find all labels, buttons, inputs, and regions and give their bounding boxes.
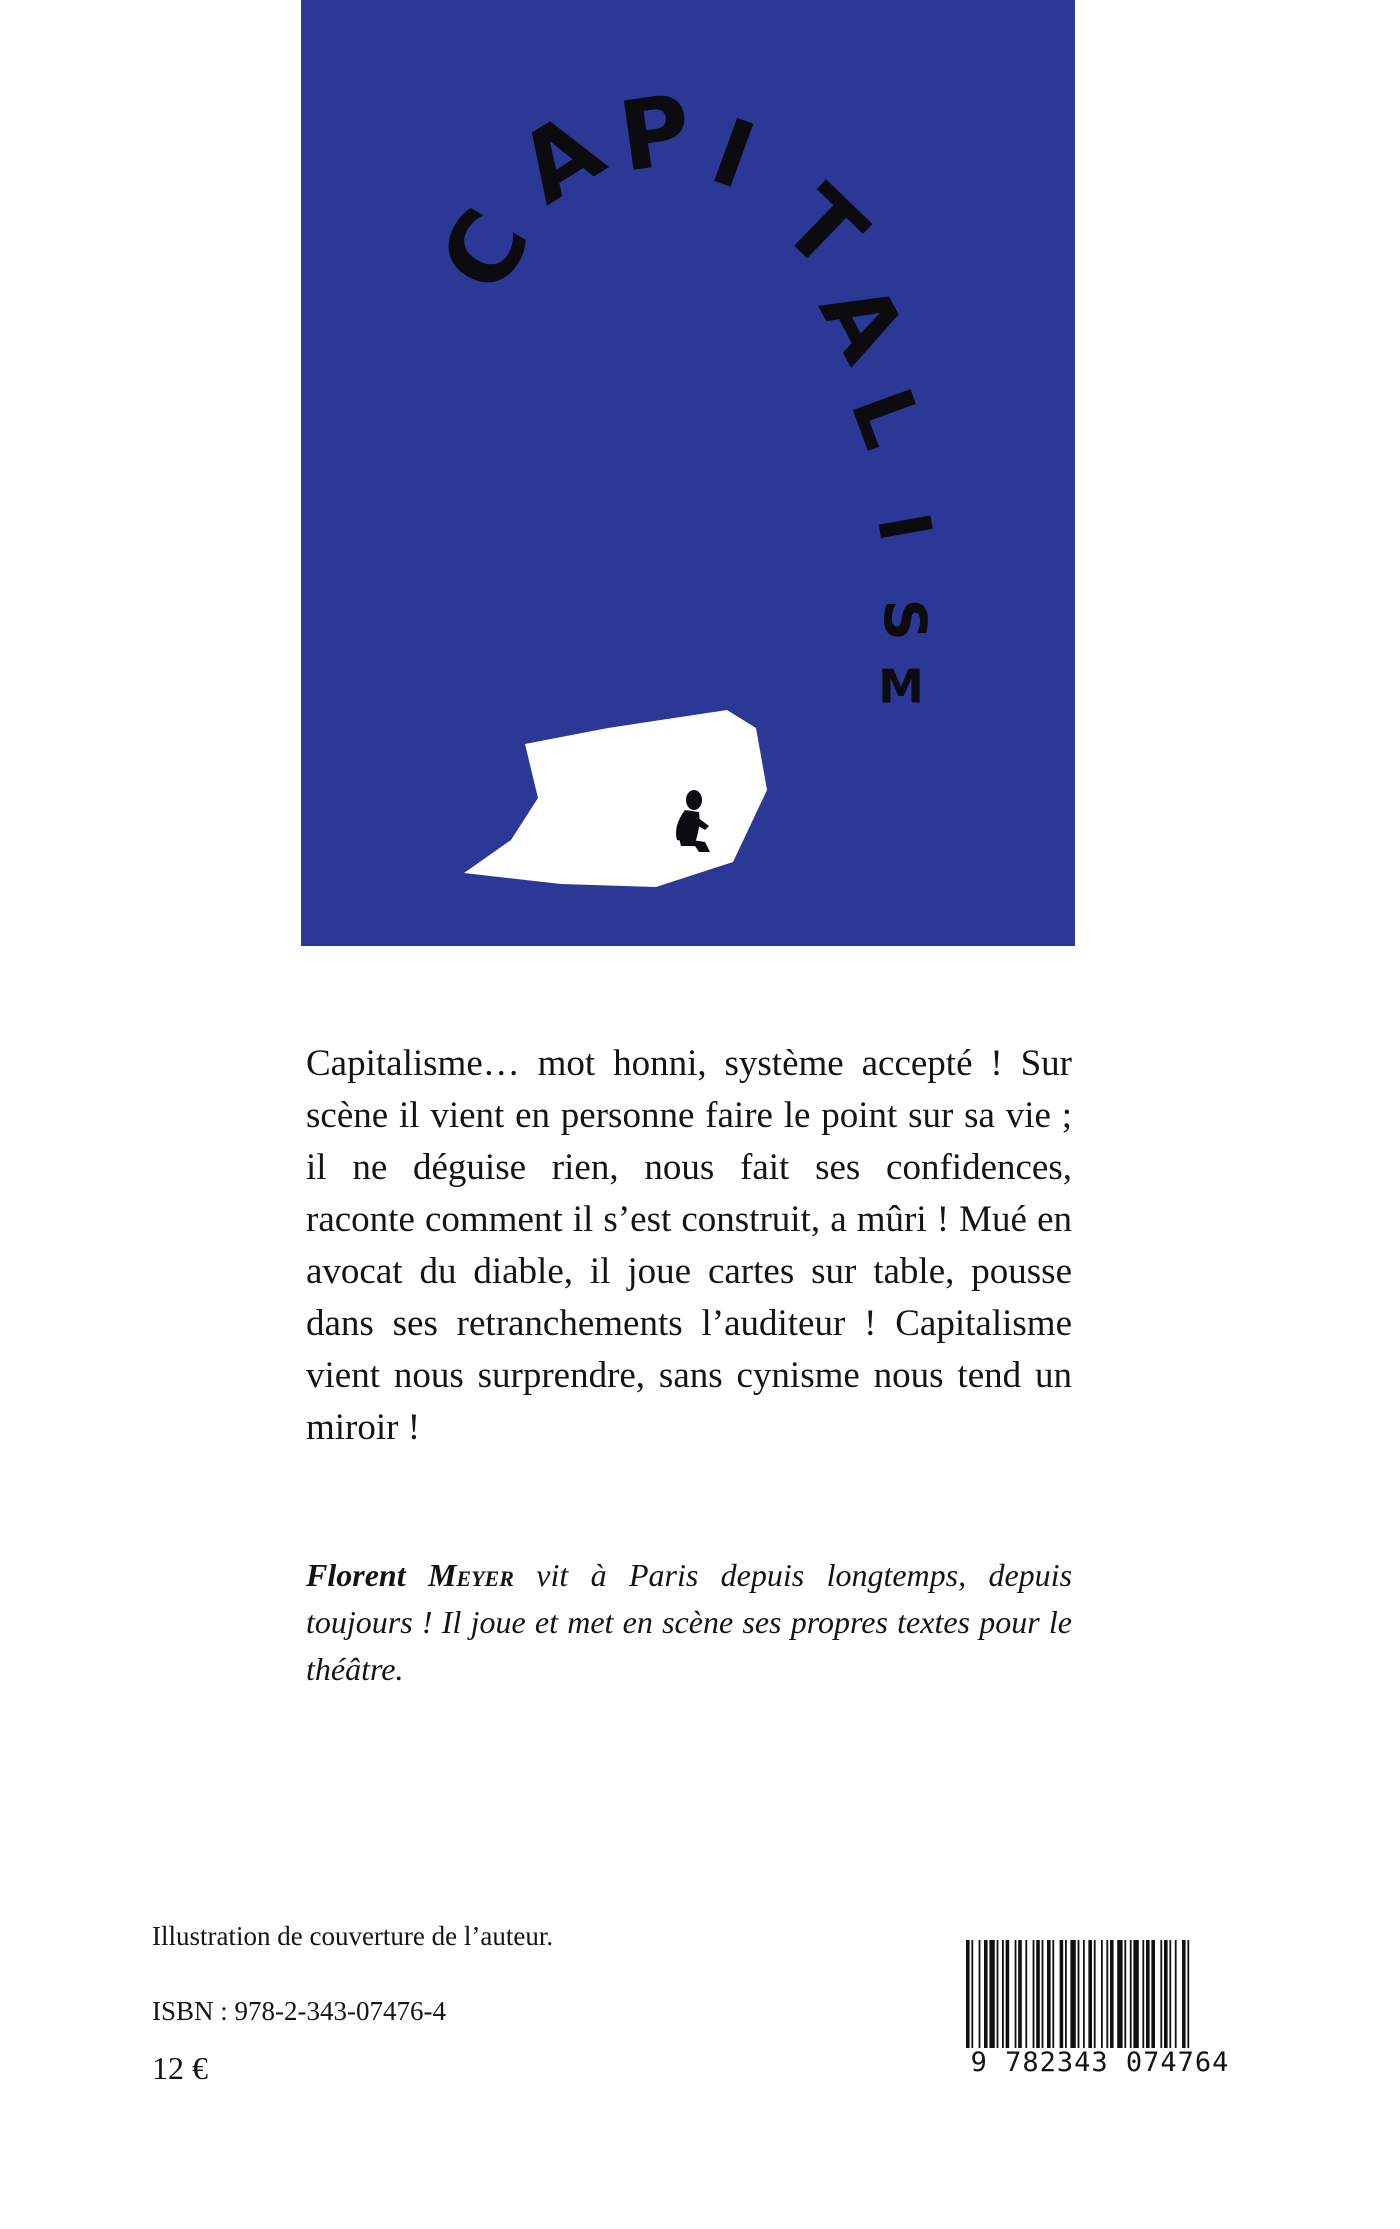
barcode-bar [1187, 1940, 1189, 2048]
barcode-bar [1182, 1940, 1186, 2048]
barcode-bar [1117, 1940, 1122, 2048]
barcode-bar [1169, 1940, 1171, 2048]
author-first-name: Florent [306, 1557, 406, 1593]
barcode-bar [1110, 1940, 1114, 2048]
illustration-credit: Illustration de couverture de l’auteur. [152, 1921, 554, 1951]
barcode-bar [984, 1940, 988, 2048]
title-letter: P [612, 73, 698, 194]
barcode-bar [997, 1940, 999, 2048]
barcode-bar [1052, 1940, 1054, 2048]
barcode-bar [1047, 1940, 1051, 2048]
barcode-bar [1160, 1940, 1162, 2048]
barcode-bar [1133, 1940, 1138, 2048]
barcode-bar [1025, 1940, 1027, 2048]
author-name [306, 1557, 514, 1593]
title-letter: S [870, 597, 940, 642]
barcode-bar [1060, 1940, 1064, 2048]
barcode-bar [1094, 1940, 1096, 2048]
barcode-bar [966, 1940, 970, 2048]
title-letter: C [418, 191, 554, 311]
title-letter: A [499, 91, 622, 226]
title-letter: M [878, 659, 924, 714]
barcode-bar [1146, 1940, 1150, 2048]
barcode-bar [1070, 1940, 1075, 2048]
barcode-bar [1015, 1940, 1017, 2048]
cover-illustration [301, 0, 1075, 946]
title-letter: L [831, 376, 942, 460]
title-letter: I [698, 98, 768, 211]
barcode-bar [1164, 1940, 1168, 2048]
barcode-bar [1151, 1940, 1155, 2048]
stage-shape [464, 710, 767, 887]
barcode-bar [1124, 1940, 1126, 2048]
barcode-bar [1065, 1940, 1067, 2048]
price: 12 € [152, 2050, 208, 2086]
barcode-bar [1033, 1940, 1035, 2048]
cover-illustration-svg [301, 0, 1075, 946]
barcode-bar [1006, 1940, 1010, 2048]
barcode-bar [1036, 1940, 1040, 2048]
back-cover-blurb: Capitalisme… mot honni, système accepté ! Sur scène il vient en personne faire le point sur sa vie ; il ne déguise rien, nous fait ses confidences, raconte comment il s’est construit, a mûri ! Mué en avocat du diable, il joue cartes sur table, pousse dans ses retranchements l’auditeur ! Capitalisme vient nous surprendre, sans cynisme nous tend un miroir ! [306, 1043, 1072, 1448]
barcode-bar [1142, 1940, 1144, 2048]
barcode-bar [989, 1940, 994, 2048]
barcode-bar [1130, 1940, 1132, 2048]
title-letter: I [860, 506, 949, 548]
title-letter: A [798, 265, 927, 379]
barcode-bar [1088, 1940, 1092, 2048]
author-bio-text: vit à Paris depuis longtemps, depuis toujours ! Il joue et met en scène ses propres textes pour le théâtre. [306, 1557, 1073, 1687]
author-last-name: Meyer [427, 1557, 514, 1593]
barcode-bar [979, 1940, 981, 2048]
barcode-bar [1175, 1940, 1177, 2048]
barcode-bar [1042, 1940, 1044, 2048]
barcode-bar [1101, 1940, 1103, 2048]
author-bio [306, 1552, 1072, 1693]
barcode-bar [1078, 1940, 1080, 2048]
title-letter: T [761, 165, 887, 292]
barcode-bar [971, 1940, 973, 2048]
barcode [964, 1940, 1236, 2078]
barcode-bar [1083, 1940, 1085, 2048]
barcode-bar [1002, 1940, 1004, 2048]
isbn: ISBN : 978-2-343-07476-4 [152, 1996, 446, 2026]
barcode-digits: 9 782343 074764 [970, 2047, 1230, 2078]
barcode-bars [964, 1940, 1236, 2048]
barcode-bar [1018, 1940, 1022, 2048]
title-lettering [418, 73, 948, 713]
barcode-bar [1106, 1940, 1108, 2048]
